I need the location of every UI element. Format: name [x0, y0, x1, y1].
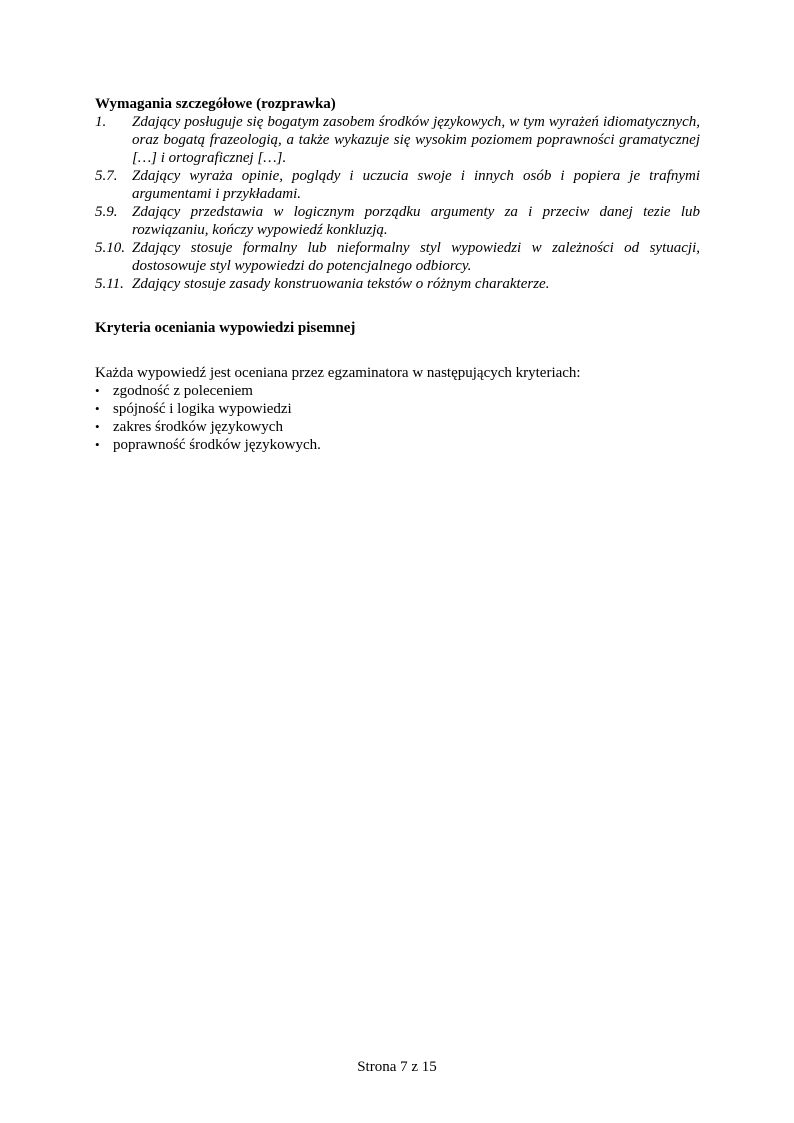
requirement-text: Zdający posługuje się bogatym zasobem środków językowych, w tym wyrażeń idiomatycznych, oraz bogatą frazeologią, a także wykazuje się wysokim poziomem poprawności gramatycznej […] i ortograficznej […].: [132, 114, 700, 166]
requirement-number: 5.11.: [95, 276, 124, 292]
criteria-item-text: zgodność z poleceniem: [113, 383, 253, 399]
page-content: [95, 95, 700, 454]
criteria-intro: Każda wypowiedź jest oceniana przez egzaminatora w następujących kryteriach:: [95, 365, 581, 381]
criteria-item: [95, 418, 700, 436]
requirement-item: [95, 239, 700, 275]
requirements-list: [95, 113, 700, 293]
requirement-item: [95, 167, 700, 203]
criteria-item: [95, 436, 700, 454]
requirement-item: [95, 275, 700, 293]
bullet-icon: •: [95, 437, 100, 452]
criteria-item: [95, 382, 700, 400]
criteria-item-text: zakres środków językowych: [113, 419, 283, 435]
requirement-number: 5.7.: [95, 168, 118, 184]
bullet-icon: •: [95, 383, 100, 398]
criteria-item-text: spójność i logika wypowiedzi: [113, 401, 292, 417]
requirement-item: [95, 113, 700, 167]
requirement-text: Zdający stosuje formalny lub nieformalny styl wypowiedzi w zależności od sytuacji, dostosowuje styl wypowiedzi do potencjalnego odbiorcy.: [132, 240, 700, 274]
requirements-heading: Wymagania szczegółowe (rozprawka): [95, 96, 336, 112]
requirement-number: 5.9.: [95, 204, 118, 220]
criteria-heading: Kryteria oceniania wypowiedzi pisemnej: [95, 320, 356, 336]
page-number: Strona 7 z 15: [357, 1059, 437, 1075]
requirement-text: Zdający przedstawia w logicznym porządku argumenty za i przeciw danej tezie lub rozwiązaniu, kończy wypowiedź konkluzją.: [132, 204, 700, 238]
criteria-item: [95, 400, 700, 418]
requirement-text: Zdający wyraża opinie, poglądy i uczucia swoje i innych osób i popiera je trafnymi argumentami i przykładami.: [132, 168, 700, 202]
bullet-icon: •: [95, 419, 100, 434]
requirement-item: [95, 203, 700, 239]
requirement-number: 1.: [95, 114, 107, 130]
criteria-item-text: poprawność środków językowych.: [113, 437, 321, 453]
requirement-text: Zdający stosuje zasady konstruowania tekstów o różnym charakterze.: [132, 276, 550, 292]
requirement-number: 5.10.: [95, 240, 125, 256]
criteria-list: [95, 382, 700, 454]
bullet-icon: •: [95, 401, 100, 416]
